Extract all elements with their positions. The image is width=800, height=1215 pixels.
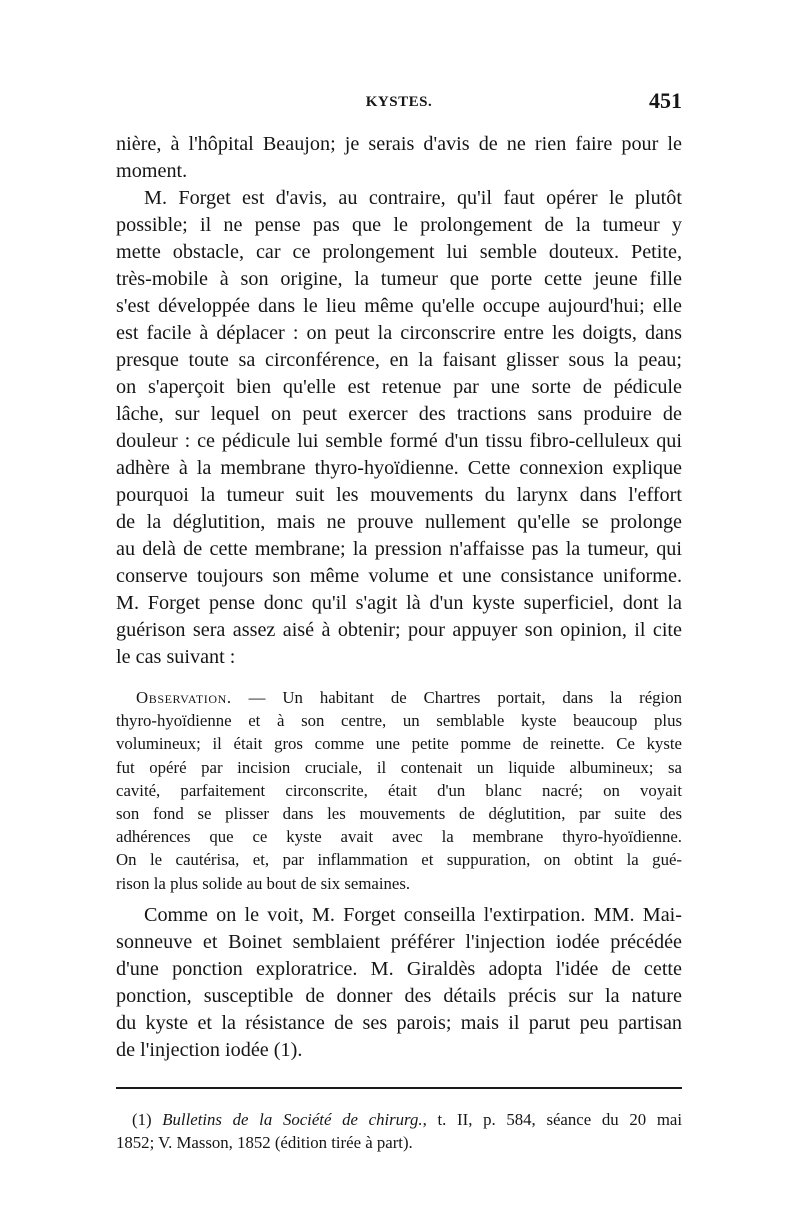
footnote-rule (116, 1087, 682, 1089)
text-line: M. Forget est d'avis, au contraire, qu'il faut opérer le plutôt (144, 187, 682, 209)
text-line: thyro-hyoïdienne et à son centre, un semblable kyste beaucoup plus (116, 711, 682, 731)
text-line: conserve toujours son même volume et une consistance uniforme. (116, 565, 682, 587)
footnote-line-rest: , t. II, p. 584, séance du 20 mai (422, 1110, 682, 1129)
text-line: le cas suivant : (116, 646, 236, 668)
observation-first-line-text: — Un habitant de Chartres portait, dans la région (231, 688, 682, 707)
text-line: moment. (116, 160, 188, 182)
text-line: son fond se plisser dans les mouvements de déglutition, par suite des (116, 803, 682, 823)
text-line: On le cautérisa, et, par inflammation et suppuration, on obtint la gué- (116, 850, 682, 870)
text-line: douleur : ce pédicule lui semble formé d'un tissu fibro-celluleux qui (116, 430, 682, 452)
text-line: est facile à déplacer : on peut la circonscrire entre les doigts, dans (116, 322, 682, 344)
observation-block (116, 686, 682, 895)
text-line: Comme on le voit, M. Forget conseilla l'extirpation. MM. Mai- (144, 904, 682, 926)
text-line: cavité, parfaitement circonscrite, était d'un blanc nacré; on voyait (116, 780, 682, 800)
text-line: fut opéré par incision cruciale, il contenait un liquide albumineux; sa (116, 757, 682, 777)
text-line: pourquoi la tumeur suit les mouvements du larynx dans l'effort (116, 484, 682, 506)
text-line: possible; il ne pense pas que le prolongement de la tumeur y (116, 214, 682, 236)
text-line: du kyste et la résistance de ses parois; mais il parut peu partisan (116, 1012, 682, 1034)
text-line: adhérences que ce kyste avait avec la membrane thyro-hyoïdienne. (116, 827, 682, 847)
text-line: ponction, susceptible de donner des détails précis sur la nature (116, 985, 682, 1007)
text-line: M. Forget pense donc qu'il s'agit là d'un kyste superficiel, dont la (116, 592, 682, 614)
running-title: KYSTES. (365, 94, 433, 110)
text-line: très-mobile à son origine, la tumeur que porte cette jeune fille (116, 268, 682, 290)
text-line: on s'aperçoit bien qu'elle est retenue par une sorte de pédicule (116, 376, 682, 398)
footnote-title: Bulletins de la Société de chirurg. (162, 1110, 423, 1129)
paragraph-forget-opinion (116, 185, 682, 671)
text-line: au delà de cette membrane; la pression n'affaisse pas la tumeur, qui (116, 538, 682, 560)
text-line: de l'injection iodée (1). (116, 1039, 303, 1061)
running-head (116, 88, 682, 124)
footnote (116, 1108, 682, 1154)
text-line: lâche, sur lequel on peut exercer des tractions sans produire de (116, 403, 682, 425)
text-line: rison la plus solide au bout de six semaines. (116, 873, 411, 893)
text-line: nière, à l'hôpital Beaujon; je serais d'avis de ne rien faire pour le (116, 133, 682, 155)
paragraph-continued (116, 131, 682, 185)
observation-label: Observation. (136, 688, 232, 707)
text-line: adhère à la membrane thyro-hyoïdienne. Cette connexion explique (116, 457, 682, 479)
page-number: 451 (649, 88, 682, 113)
footnote-marker: (1) (132, 1110, 163, 1129)
text-line: volumineux; il était gros comme une petite pomme de reinette. Ce kyste (116, 734, 682, 754)
paragraph-discussion (116, 902, 682, 1064)
text-line: presque toute sa circonférence, en la faisant glisser sous la peau; (116, 349, 682, 371)
text-line: d'une ponction exploratrice. M. Giraldès adopta l'idée de cette (116, 958, 682, 980)
text-line: s'est développée dans le lieu même qu'elle occupe aujourd'hui; elle (116, 295, 682, 317)
text-line: de la déglutition, mais ne prouve nullement qu'elle se prolonge (116, 511, 682, 533)
footnote-line (116, 1108, 682, 1131)
footnote-line: 1852; V. Masson, 1852 (édition tirée à part). (116, 1133, 413, 1152)
text-line: sonneuve et Boinet semblaient préférer l'injection iodée précédée (116, 931, 682, 953)
text-line: mette obstacle, car ce prolongement lui semble douteux. Petite, (116, 241, 682, 263)
observation-first-line (116, 686, 682, 709)
text-line: guérison sera assez aisé à obtenir; pour appuyer son opinion, il cite (116, 619, 682, 641)
